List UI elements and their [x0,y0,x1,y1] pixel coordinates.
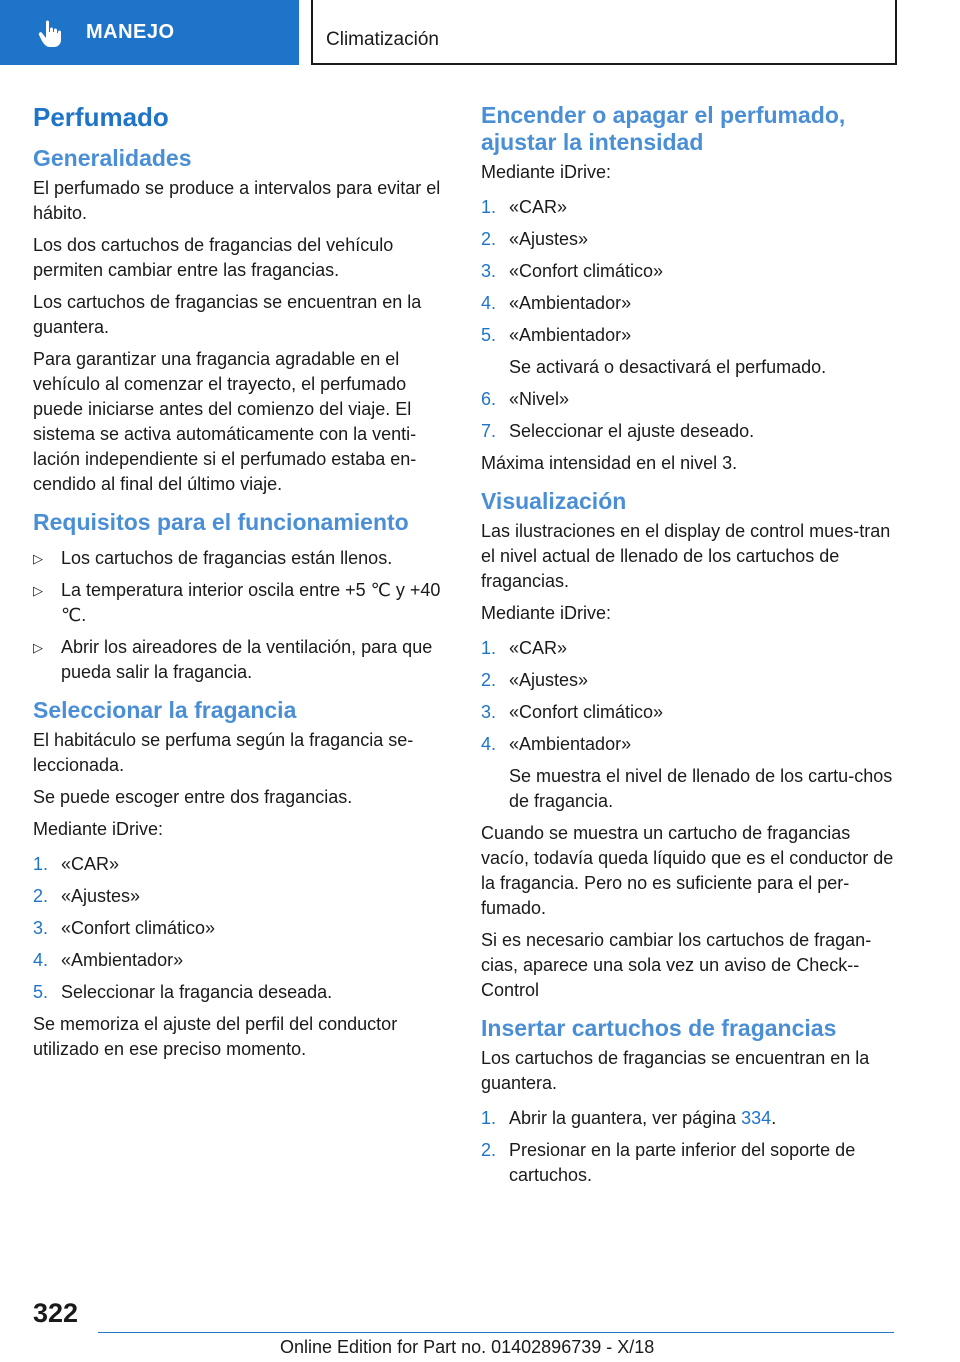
section-heading: Encender o apagar el perfumado, ajustar la intensidad [481,102,846,155]
page-reference-link[interactable]: 334 [741,1107,772,1128]
list-item: 5. «Ambientador» Se activará o desactivará el perfumado. [481,323,901,380]
footer-divider [98,1332,894,1333]
list-item: 4. «Ambientador» [481,292,632,313]
requirements-list [33,546,453,685]
section-heading: Requisitos para el funcionamiento [33,508,409,535]
list-item: 1. «CAR» [33,853,120,874]
section-heading: Visualización [481,487,627,514]
list-item: 2. Presionar en la parte inferior del soporte de cartuchos. [481,1139,856,1185]
section-encender [481,102,901,476]
section-requisitos [33,509,453,685]
paragraph: Si es necesario cambiar los cartuchos de fragan-cias, aparece una sola vez un aviso de Check--Control [481,929,872,1000]
list-item: 5. Seleccionar la fragancia deseada. [33,981,333,1002]
step-note: Se muestra el nivel de llenado de los cartu-chos de fragancia. [509,765,893,811]
section-heading: Generalidades [33,145,192,171]
paragraph: El perfumado se produce a intervalos para evitar el hábito. [33,177,441,223]
paragraph: Mediante iDrive: [33,818,164,839]
list-item: ▷ Abrir los aireadores de la ventilación, para que pueda salir la fragancia. [33,635,453,685]
section-heading: Insertar cartuchos de fragancias [481,1014,837,1041]
steps-list [481,195,901,444]
paragraph: Mediante iDrive: [481,602,612,623]
steps-list [481,1106,901,1188]
paragraph: Los cartuchos de fragancias se encuentran en la guantera. [33,291,422,337]
list-item: 1. Abrir la guantera, ver página 334. [481,1107,777,1128]
paragraph: Para garantizar una fragancia agradable en el vehículo al comenzar el trayecto, el perfumado puede iniciarse antes del comienzo del viaje. El sistema se activa automáticamente con la venti-lación independiente si el perfumado estaba en-cendido al final del último viaje. [33,348,417,494]
list-item: 1. «CAR» [481,196,568,217]
list-item: 4. «Ambientador» [33,949,184,970]
list-item: 3. «Confort climático» [481,260,664,281]
paragraph: El habitáculo se perfuma según la fragancia se-leccionada. [33,729,414,775]
footer-edition: Online Edition for Part no. 01402896739 - X/18 [280,1337,655,1357]
list-item: 4. «Ambientador» Se muestra el nivel de llenado de los cartu-chos de fragancia. [481,732,901,814]
paragraph: Se memoriza el ajuste del perfil del conductor utilizado en ese preciso momento. [33,1013,398,1059]
list-item: 2. «Ajustes» [481,669,589,690]
page-title: Perfumado [33,102,169,132]
list-item: ▷ La temperatura interior oscila entre +5 ℃ y +40 ℃. [33,578,453,628]
left-column [33,102,453,1074]
step-note: Se activará o desactivará el perfumado. [509,356,827,377]
list-item: 1. «CAR» [481,637,568,658]
list-item: 6. «Nivel» [481,388,570,409]
list-item: 3. «Confort climático» [481,701,664,722]
list-item: 2. «Ajustes» [481,228,589,249]
page-number: 322 [33,1298,79,1328]
paragraph: Los cartuchos de fragancias se encuentran en la guantera. [481,1047,870,1093]
hand-pointer-icon [38,18,64,48]
section-tab [0,0,299,65]
section-tab-label: MANEJO [86,21,175,43]
list-item: ▷ Los cartuchos de fragancias están llenos. [33,546,453,571]
paragraph: Cuando se muestra un cartucho de fragancias vacío, todavía queda líquido que es el conductor de la fragancia. Pero no es suficiente para el per-fumado. [481,822,894,918]
section-heading: Seleccionar la fragancia [33,696,297,723]
paragraph: Máxima intensidad en el nivel 3. [481,452,738,473]
triangle-bullet-icon: ▷ [33,639,43,655]
paragraph: Se puede escoger entre dos fragancias. [33,786,353,807]
list-item: 3. «Confort climático» [33,917,216,938]
right-column [481,102,901,1200]
chapter-title: Climatización [326,29,439,50]
paragraph: Las ilustraciones en el display de control mues-tran el nivel actual de llenado de los cartuchos de fragancias. [481,520,891,591]
section-seleccionar [33,697,453,1062]
list-item: 2. «Ajustes» [33,885,141,906]
steps-list [33,852,453,1005]
paragraph: Los dos cartuchos de fragancias del vehículo permiten cambiar entre las fragancias. [33,234,394,280]
paragraph: Mediante iDrive: [481,161,612,182]
list-item: 7. Seleccionar el ajuste deseado. [481,420,755,441]
section-insertar [481,1015,901,1188]
steps-list [481,636,901,814]
triangle-bullet-icon: ▷ [33,582,43,598]
section-visualizacion [481,488,901,1003]
section-generalidades [33,145,453,497]
chapter-header [311,0,897,65]
triangle-bullet-icon: ▷ [33,550,43,566]
